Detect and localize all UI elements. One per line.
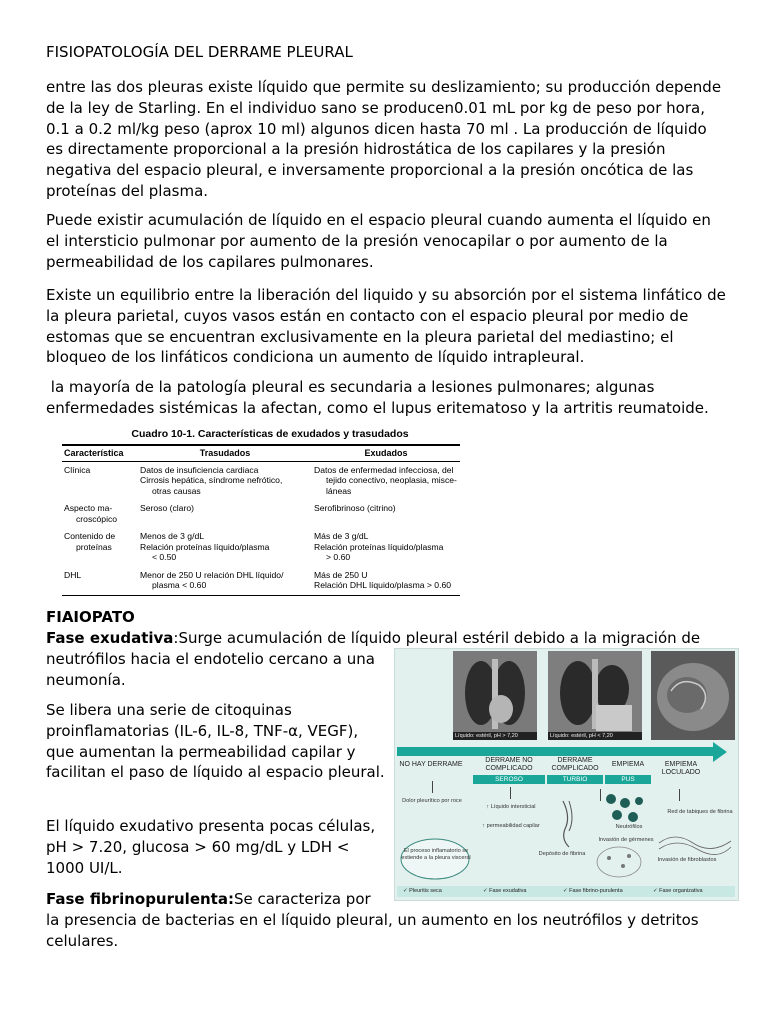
fase-fibrino-label: Fase fibrinopurulenta: [46,890,234,908]
table-cell [312,461,460,500]
up-arrow-icon [679,789,680,801]
cell-line: Más de 3 g/dL [314,531,369,541]
fibrin-net-icon [657,829,733,855]
table-cell [138,567,312,596]
cell-line: Menos de 3 g/dL [140,531,205,541]
paragraph-citoquinas: Se libera una serie de citoquinas proinflamatorias (IL-6, IL-8, TNF-α, VEGF), que aumentan la permeabilidad capilar y facilitan el paso de líquido al espacio pleural. [46,701,385,782]
phase-label: ✓ Fase organizativa [653,888,703,894]
note-tabiques: Red de tabiques de fibrina [667,809,733,815]
stage-label: EMPIEMA LOCULADO [661,761,701,776]
fase-fibrino-line [46,889,386,910]
up-arrow-icon [600,789,601,801]
note-liquido: ↑ Líquido intersticial [486,804,536,810]
neutrophil-cluster-icon [603,791,653,829]
stage-label: DERRAME COMPLICADO [551,757,599,772]
arrow-head-icon [713,742,727,762]
table-header-row [62,445,460,461]
table-cell [312,567,460,596]
cell-line: tejido conectivo, neoplasia, misce- [326,475,457,485]
ct-image [651,651,735,740]
cell-line: proteínas [76,541,112,552]
paragraph-exudativo: El líquido exudativo presenta pocas células, pH > 7.20, glucosa > 60 mg/dL y LDH < 1000 UI/L. [46,817,376,877]
cell-line: Cirrosis hepática, síndrome nefrótico, [140,475,283,485]
phase-timeline [397,886,735,897]
paragraph-linfatico: Existe un equilibrio entre la liberación del liquido y su absorción por el sistema linfático de la pleura parietal, cuyos vasos están en contacto con el espacio pleural por medio de estomas que se encuentran exclusivamente en la pleura parietal del mediastino; el bloqueo de los linfáticos condiciona un aumento de líquido intrapleural. [46,286,726,367]
xray-image-1 [453,651,537,740]
fase-exudativa-continuation: neutrófilos hacia el endotelio cercano a una neumonía. [46,650,375,689]
table-row [62,567,460,596]
note-neutrofilos: Neutrófilos [615,824,643,830]
characteristics-table [62,428,460,596]
up-arrow-icon [432,781,433,793]
cell-line: < 0.50 [152,552,177,562]
cell-line: croscópico [76,513,118,524]
table-cell [62,528,138,567]
progression-arrow [397,747,715,756]
up-arrow-icon [510,787,511,799]
fase-fibrino-continuation: la presencia de bacterias en el líquido pleural, un aumento en los neutrófilos y detritos celulares. [46,911,699,950]
table-row [62,461,460,500]
cell-line: Datos de enfermedad infecciosa, del [314,464,454,475]
note-invasion: Invasión de gérmenes [598,837,654,843]
xray-caption-1: Líquido: estéril, pH > 7,20 [453,732,537,740]
cell-line: Menor de 250 U relación DHL líquido/ [140,569,284,580]
section-heading: FIAIOPATO [46,608,135,626]
note-permeabilidad: ↑ permeabilidad capilar [482,823,540,829]
cell-line: Contenido de [64,531,116,541]
table-cell: Serofibrinoso (citrino) [314,503,396,513]
pleural-effusion-diagram [394,648,739,901]
table-header: Exudados [312,445,460,461]
stage-label: EMPIEMA [611,761,645,768]
table-cell [312,528,460,567]
paragraph-acumulacion: Puede existir acumulación de líquido en el espacio pleural cuando aumenta el líquido en el intersticio pulmonar por aumento de la presión venocapilar o por aumento de la permeabilidad de los capilares pulmonares. [46,211,711,271]
stage-label: DERRAME NO COMPLICADO [485,757,533,772]
cell-line: Aspecto ma- [64,503,113,513]
table-cell: Seroso (claro) [140,503,194,513]
note-proceso: El proceso inflamatorio se extiende a la pleura visceral [401,848,471,861]
band-pus: PUS [605,775,651,784]
table-cell: Clínica [64,464,91,475]
ct-scan-icon [651,651,735,740]
fase-exudativa-line [46,628,746,649]
cell-line: láneas [326,485,352,496]
band-seroso: SEROSO [473,775,545,784]
phase-label: ✓ Fase exudativa [483,888,527,894]
note-dolor: Dolor pleurítico por roce [402,798,462,804]
table-header: Trasudados [138,445,312,461]
stage-label: NO HAY DERRAME [399,761,463,768]
fase-exudativa-text: :Surge acumulación de líquido pleural estéril debido a la migración de [173,629,701,647]
fase-fibrino-text: Se caracteriza por [233,890,371,908]
xray-image-2 [548,651,642,740]
table-cell: DHL [62,567,138,596]
phase-label: ✓ Pleuritis seca [403,888,442,894]
document-title: FISIOPATOLOGÍA DEL DERRAME PLEURAL [46,43,353,61]
fase-exudativa-label: Fase exudativa [46,629,174,647]
table-title: Cuadro 10-1. Características de exudados y trasudados [131,428,409,440]
note-fibroblastos: Invasión de fibroblastos [657,857,717,863]
note-deposito: Depósito de fibrina [538,851,586,857]
cell-line: Relación proteínas líquido/plasma [140,541,270,552]
table-row [62,528,460,567]
table-cell [138,528,312,567]
cell-line: Datos de insuficiencia cardiaca [140,464,259,475]
paragraph-patologia: la mayoría de la patología pleural es secundaria a lesiones pulmonares; algunas enfermedades sistémicas la afectan, como el lupus eritematoso y la artritis reumatoide. [46,378,709,417]
fibrin-strand-icon [555,799,585,849]
cell-line: Más de 250 U [314,569,368,580]
paragraph-starling: entre las dos pleuras existe líquido que permite su deslizamiento; su producción depende de la ley de Starling. En el individuo sano se producen0.01 mL por kg de peso por hora, 0.1 a 0.2 ml/kg peso (aprox 10 ml) algunos dicen hasta 70 ml . La producción de líquido es directamente proporcional a la presión hidrostática de los capilares y la presión negativa del espacio pleural, e inversamente proporcional a la presión oncótica de las proteínas del plasma. [46,78,722,200]
table-cell [62,500,138,528]
cell-line: Relación DHL líquido/plasma > 0.60 [314,580,452,590]
cell-line: Relación proteínas líquido/plasma [314,541,444,552]
xray-chest-effusion-icon [548,651,642,740]
cell-line: otras causas [152,485,201,496]
table-row [62,500,460,528]
xray-chest-icon [453,651,537,740]
table-header: Característica [62,445,138,461]
band-turbio: TURBIO [547,775,603,784]
cell-line: plasma < 0.60 [152,580,207,590]
cell-line: > 0.60 [326,552,351,562]
bacteria-bubble-icon [595,844,645,880]
table-cell [138,461,312,500]
xray-caption-2: Líquido: estéril, pH < 7,20 [548,732,642,740]
phase-label: ✓ Fase fibrino-purulenta [563,888,623,894]
